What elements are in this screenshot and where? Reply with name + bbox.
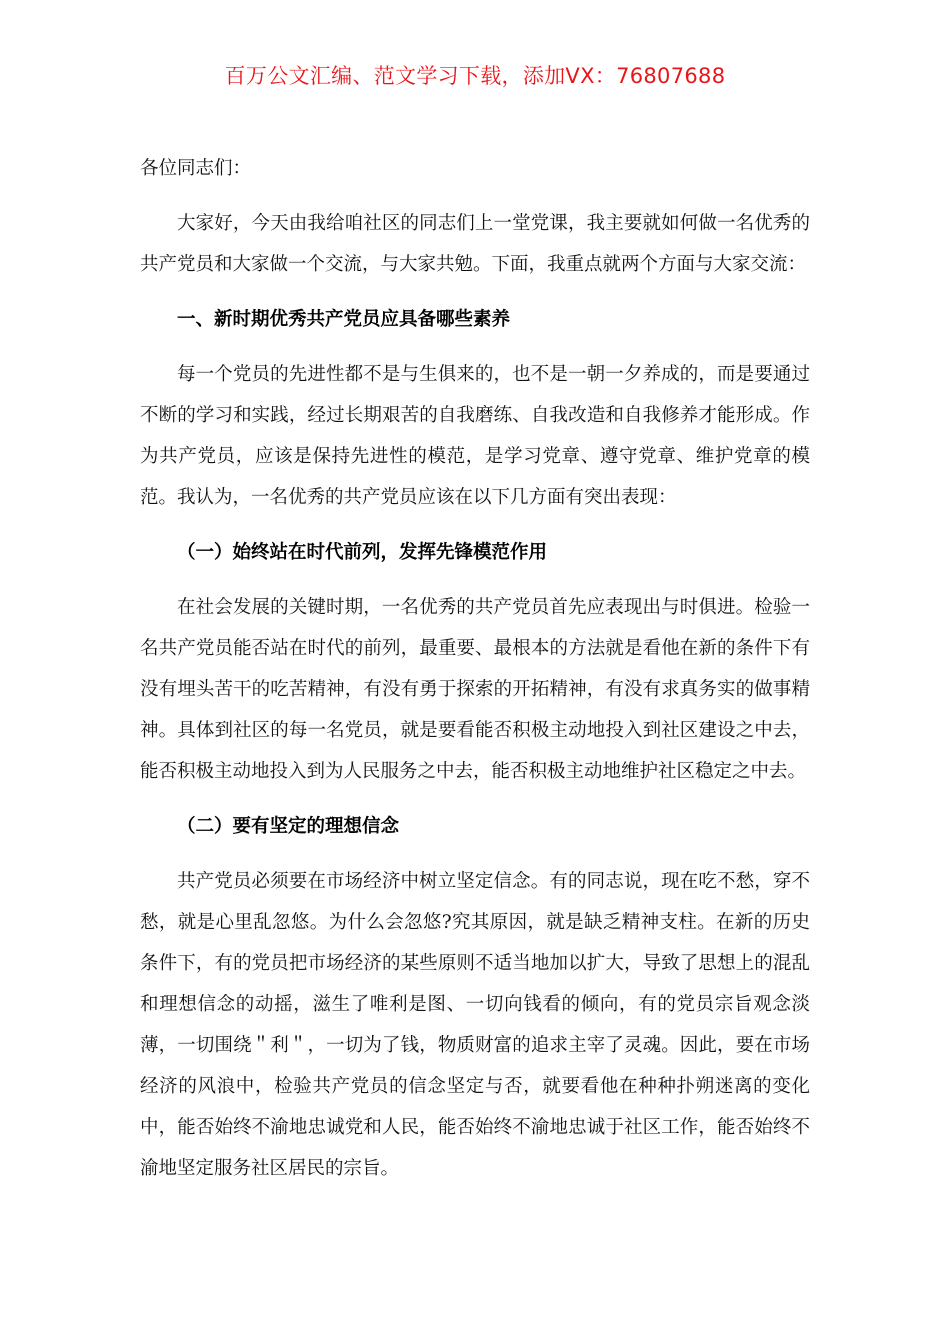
paragraph-section-1-body: 每一个党员的先进性都不是与生俱来的，也不是一朝一夕养成的，而是要通过不断的学习和实践，经过长期艰苦的自我磨练、自我改造和自我修养才能形成。作为共产党员，应该是保持先进性的模范，是学习党章、遵守党章、维护党章的模范。我认为，一名优秀的共产党员应该在以下几方面有突出表现： [140, 364, 810, 508]
heading-section-1: 一、新时期优秀共产党员应具备哪些素养 [177, 309, 511, 330]
paragraph-subsection-1-body: 在社会发展的关键时期，一名优秀的共产党员首先应表现出与时俱进。检验一名共产党员能否站在时代的前列，最重要、最根本的方法就是看他在新的条件下有没有埋头苦干的吃苦精神，有没有勇于探索的开拓精神，有没有求真务实的做事精神。具体到社区的每一名党员，就是要看能否积极主动地投入到社区建设之中去，能否积极主动地投入到为人民服务之中去，能否积极主动地维护社区稳定之中去。 [140, 597, 810, 782]
paragraph-intro: 大家好，今天由我给咱社区的同志们上一堂党课，我主要就如何做一名优秀的共产党员和大家做一个交流，与大家共勉。下面，我重点就两个方面与大家交流： [140, 213, 810, 275]
paragraph-subsection-2-body: 共产党员必须要在市场经济中树立坚定信念。有的同志说，现在吃不愁，穿不愁，就是心里乱忽悠。为什么会忽悠?究其原因，就是缺乏精神支柱。在新的历史条件下，有的党员把市场经济的某些原则不适当地加以扩大，导致了思想上的混乱和理想信念的动摇，滋生了唯利是图、一切向钱看的倾向，有的党员宗旨观念淡薄，一切围绕＂利＂，一切为了钱，物质财富的追求主宰了灵魂。因此，要在市场经济的风浪中，检验共产党员的信念坚定与否，就要看他在种种扑朔迷离的变化中，能否始终不渝地忠诚党和人民，能否始终不渝地忠诚于社区工作，能否始终不渝地坚定服务社区居民的宗旨。 [140, 871, 810, 1179]
promo-banner: 百万公文汇编、范文学习下载，添加VX：76807688 [224, 64, 726, 88]
salutation: 各位同志们： [140, 158, 252, 179]
heading-subsection-1: （一）始终站在时代前列，发挥先锋模范作用 [177, 542, 548, 563]
heading-subsection-2: （二）要有坚定的理想信念 [177, 816, 400, 837]
document-body [140, 148, 810, 1189]
